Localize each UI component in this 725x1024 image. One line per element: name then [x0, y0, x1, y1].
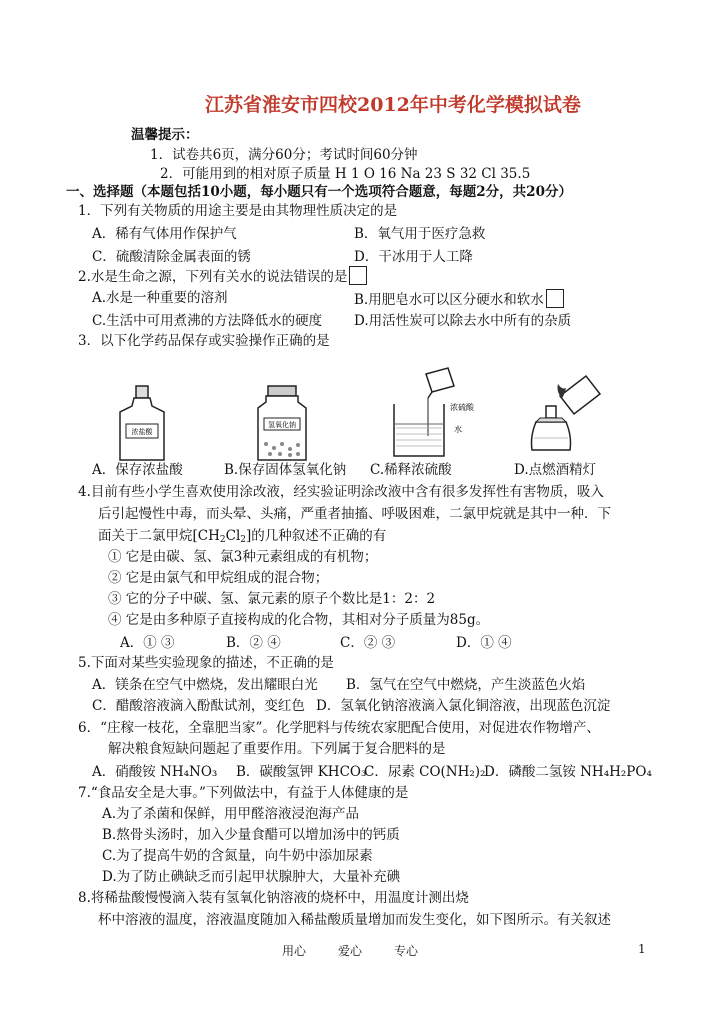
q4-option-b: B．② ④: [226, 635, 281, 651]
q4-option-d: D．① ④: [456, 635, 512, 651]
q1-stem: 1．下列有关物质的用途主要是由其物理性质决定的是: [78, 203, 398, 219]
footer-motto-3: 专心: [394, 944, 419, 958]
q1-option-b: B．氧气用于医疗急救: [354, 226, 486, 242]
q4-stem-text-a: 面关于二氯甲烷[CH: [98, 528, 220, 544]
q3-stem: 3．以下化学药品保存或实验操作正确的是: [78, 333, 330, 349]
page-title: 江苏省淮安市四校2012年中考化学模拟试卷: [205, 94, 581, 116]
q4-statement-3: ③ 它的分子中碳、氢、氯元素的原子个数比是1：2：2: [108, 591, 436, 607]
q7-stem: 7.“食品安全是大事。”下列做法中，有益于人体健康的是: [78, 785, 409, 801]
q4-subscript: 2: [219, 535, 226, 545]
footer-motto-2: 爱心: [338, 944, 363, 958]
naoh-jar-figure: [250, 384, 314, 464]
dilution-figure: [382, 366, 482, 462]
q6-option-c: C．尿素 CO(NH₂)₂: [364, 764, 486, 780]
hcl-bottle-figure: [112, 384, 172, 464]
q2-stem: [78, 266, 367, 286]
q4-stem-line-2: 后引起慢性中毒，而头晕、头痛，严重者抽搐、呼吸困难，二氯甲烷就是其中一种．下: [98, 506, 611, 522]
q2-option-d: D.用活性炭可以除去水中所有的杂质: [354, 313, 572, 329]
q6-option-a: A．硝酸铵 NH₄NO₃: [92, 764, 218, 780]
tips-heading: 温馨提示：: [131, 127, 199, 143]
q5-option-b: B．氢气在空气中燃烧，产生淡蓝色火焰: [346, 677, 586, 693]
alcohol-lamp-figure: [516, 366, 606, 462]
q2-stem-text: 2.水是生命之源，下列有关水的说法错误的是: [78, 269, 348, 285]
q5-option-c: C．醋酸溶液滴入酚酞试剂，变红色: [92, 698, 305, 714]
q8-stem-line-1: 8.将稀盐酸慢慢滴入装有氢氧化钠溶液的烧杯中，用温度计测出烧: [78, 890, 469, 906]
q6-option-d: D．磷酸二氢铵 NH₄H₂PO₄: [484, 764, 652, 780]
water-label: 水: [454, 425, 462, 434]
q8-stem-line-2: 杯中溶液的温度，溶液温度随加入稀盐酸质量增加而发生变化，如下图所示。有关叙述: [98, 912, 611, 928]
q2-option-a: A.水是一种重要的溶剂: [92, 290, 228, 306]
q1-option-d: D．干冰用于人工降: [354, 249, 473, 265]
q6-option-b: B．碳酸氢钾 KHCO₃: [236, 764, 367, 780]
q7-option-b: B.熬骨头汤时，加入少量食醋可以增加汤中的钙质: [102, 827, 400, 843]
q7-option-c: C.为了提高牛奶的含氮量，向牛奶中添加尿素: [102, 848, 373, 864]
q4-statement-2: ② 它是由氯气和甲烷组成的混合物；: [108, 570, 329, 586]
q4-option-a: A．① ③: [120, 635, 175, 651]
q4-subscript: 2: [240, 535, 246, 545]
q1-option-a: A．稀有气体用作保护气: [92, 226, 237, 242]
acid-label: 浓硫酸: [450, 403, 474, 412]
hcl-bottle-label: 浓盐酸: [131, 428, 153, 436]
q2-option-c: C.生活中可用煮沸的方法降低水的硬度: [92, 313, 323, 329]
q3-option-d: D.点燃酒精灯: [514, 462, 597, 478]
q3-option-a: A．保存浓盐酸: [92, 462, 183, 478]
q4-statement-1: ① 它是由碳、氢、氯3种元素组成的有机物；: [108, 549, 378, 565]
q3-option-b: B.保存固体氢氧化钠: [224, 462, 347, 478]
answer-box: [349, 266, 367, 285]
q5-option-a: A．镁条在空气中燃烧，发出耀眼白光: [92, 677, 318, 693]
section-heading: 一、选择题（本题包括10小题，每小题只有一个选项符合题意，每题2分，共20分）: [66, 184, 572, 200]
q6-stem-line-1: 6．“庄稼一枝花，全靠肥当家”。化学肥料与传统农家肥配合使用，对促进农作物增产、: [78, 720, 600, 736]
q4-stem-text-b: Cl: [225, 528, 241, 544]
q4-stem-line-3: [98, 527, 386, 549]
q6-stem-line-2: 解决粮食短缺问题起了重要作用。下列属于复合肥料的是: [108, 741, 446, 757]
q1-option-c: C．硫酸清除金属表面的锈: [92, 249, 251, 265]
q7-option-a: A.为了杀菌和保鲜，用甲醛溶液浸泡海产品: [102, 806, 360, 822]
answer-box: [546, 289, 564, 308]
naoh-jar-label: 氢氧化钠: [268, 421, 296, 429]
q2-option-b: [354, 289, 564, 309]
q4-stem-line-1: 4.目前有些小学生喜欢使用涂改液，经实验证明涂改液中含有很多发挥性有害物质，吸入: [78, 484, 604, 500]
page-number: 1: [638, 942, 646, 956]
q5-stem: 5.下面对某些实验现象的描述，不正确的是: [78, 655, 334, 671]
q2-option-b-text: B.用肥皂水可以区分硬水和软水: [354, 292, 544, 308]
tips-line-1: 1．试卷共6页，满分60分；考试时间60分钟: [150, 147, 418, 163]
q5-option-d: D．氢氧化钠溶液滴入氯化铜溶液，出现蓝色沉淀: [316, 698, 611, 714]
footer-motto-1: 用心: [282, 944, 307, 958]
q4-statement-4: ④ 它是由多种原子直接构成的化合物，其相对分子质量为85g。: [108, 612, 490, 628]
q3-option-c: C.稀释浓硫酸: [370, 462, 452, 478]
q7-option-d: D.为了防止碘缺乏而引起甲状腺肿大，大量补充碘: [102, 869, 401, 885]
q4-option-c: C．② ③: [340, 635, 396, 651]
tips-line-2: 2．可能用到的相对原子质量 H 1 O 16 Na 23 S 32 Cl 35.5: [160, 166, 531, 182]
q4-stem-text-c: ]的几种叙述不正确的有: [246, 528, 387, 544]
